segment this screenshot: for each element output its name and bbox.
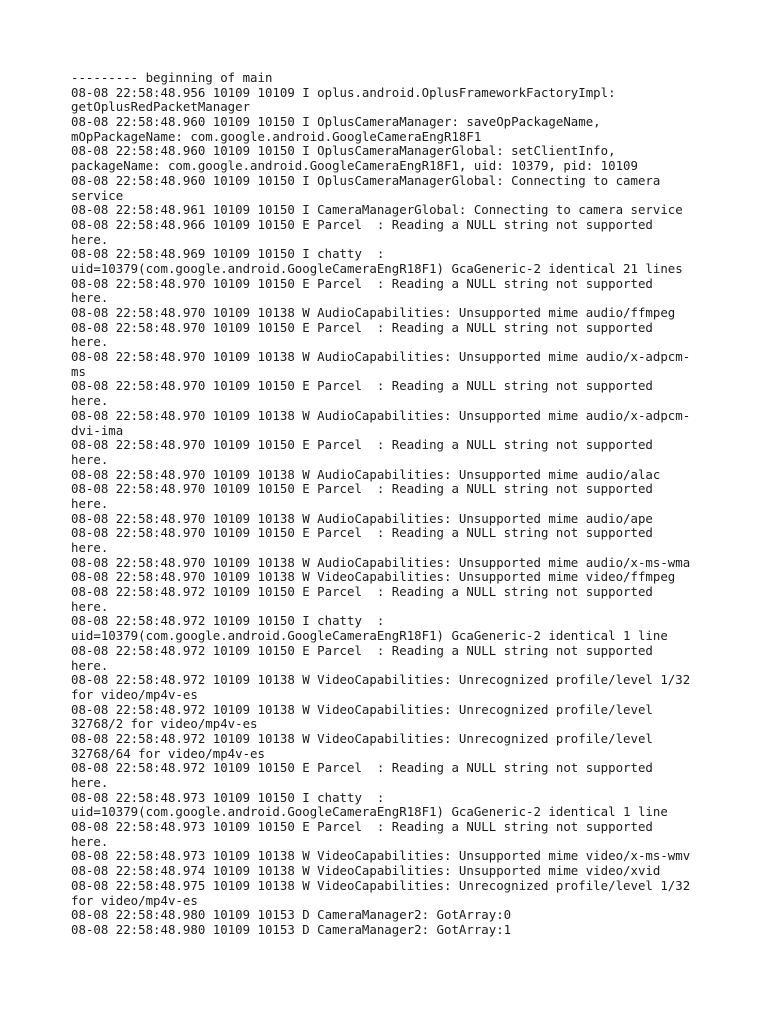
log-line: dvi-ima [71,422,124,438]
log-line: here. [71,495,109,511]
log-line: 08-08 22:58:48.975 10109 10138 W VideoCapabilities: Unrecognized profile/level 1/32 [71,877,691,893]
log-line: --------- beginning of main [71,70,273,85]
log-line: 08-08 22:58:48.970 10109 10138 W AudioCapabilities: Unsupported mime audio/alac [71,466,661,482]
log-line: 08-08 22:58:48.970 10109 10138 W AudioCapabilities: Unsupported mime audio/x-adpcm- [71,349,691,365]
log-line: 08-08 22:58:48.972 10109 10150 I chatty : [71,613,385,629]
log-line: here. [71,775,109,790]
log-line: 08-08 22:58:48.960 10109 10150 I OplusCameraManagerGlobal: Connecting to camera [71,172,661,188]
log-line: here. [71,540,109,555]
log-line: 08-08 22:58:48.973 10109 10150 I chatty : [71,789,385,805]
log-line: 08-08 22:58:48.973 10109 10138 W VideoCapabilities: Unsupported mime video/x-ms-wmv [71,848,691,864]
log-line: 08-08 22:58:48.972 10109 10150 E Parcel : Reading a NULL string not supported [71,584,653,600]
log-line: getOplusRedPacketManager [71,99,251,115]
log-line: 08-08 22:58:48.970 10109 10150 E Parcel : Reading a NULL string not supported [71,481,653,497]
log-line: 08-08 22:58:48.970 10109 10150 E Parcel : Reading a NULL string not supported [71,525,653,541]
log-line: 08-08 22:58:48.972 10109 10150 E Parcel : Reading a NULL string not supported [71,642,653,658]
log-line: for video/mp4v-es [71,892,198,908]
log-line: 08-08 22:58:48.972 10109 10138 W VideoCapabilities: Unrecognized profile/level 1/32 [71,672,691,688]
log-line: 08-08 22:58:48.970 10109 10150 E Parcel : Reading a NULL string not supported [71,378,653,394]
log-line: 08-08 22:58:48.970 10109 10150 E Parcel : Reading a NULL string not supported [71,437,653,453]
log-line: 08-08 22:58:48.961 10109 10150 I CameraManagerGlobal: Connecting to camera service [71,202,683,218]
log-line: 08-08 22:58:48.970 10109 10138 W AudioCapabilities: Unsupported mime audio/x-adpcm- [71,407,691,423]
log-line: 08-08 22:58:48.970 10109 10150 E Parcel : Reading a NULL string not supported [71,275,653,291]
log-line: 08-08 22:58:48.970 10109 10138 W AudioCapabilities: Unsupported mime audio/x-ms-wma [71,554,691,570]
log-line: uid=10379(com.google.android.GoogleCameraEngR18F1) GcaGeneric-2 identical 1 line [71,804,668,820]
log-line: 08-08 22:58:48.956 10109 10109 I oplus.android.OplusFrameworkFactoryImpl: [71,84,616,100]
log-line: 32768/2 for video/mp4v-es [71,716,258,732]
logcat-text [71,71,711,938]
log-line: here. [71,393,109,409]
log-line: 08-08 22:58:48.974 10109 10138 W VideoCapabilities: Unsupported mime video/xvid [71,863,661,879]
log-line: 08-08 22:58:48.972 10109 10138 W VideoCapabilities: Unrecognized profile/level [71,730,653,746]
log-line: for video/mp4v-es [71,686,198,702]
log-line: 08-08 22:58:48.969 10109 10150 I chatty : [71,246,385,262]
log-line: 08-08 22:58:48.970 10109 10138 W AudioCapabilities: Unsupported mime audio/ape [71,510,653,526]
log-line: 08-08 22:58:48.970 10109 10138 W AudioCapabilities: Unsupported mime audio/ffmpeg [71,305,676,320]
log-line: 08-08 22:58:48.970 10109 10150 E Parcel : Reading a NULL string not supported [71,319,653,335]
log-line: uid=10379(com.google.android.GoogleCameraEngR18F1) GcaGeneric-2 identical 1 line [71,628,668,644]
log-line: 08-08 22:58:48.970 10109 10138 W VideoCapabilities: Unsupported mime video/ffmpeg [71,569,676,585]
log-line: 08-08 22:58:48.966 10109 10150 E Parcel : Reading a NULL string not supported [71,216,653,232]
log-line: here. [71,833,109,849]
log-line: here. [71,290,109,306]
log-line: 32768/64 for video/mp4v-es [71,745,265,761]
log-line: uid=10379(com.google.android.GoogleCameraEngR18F1) GcaGeneric-2 identical 21 lines [71,260,683,276]
log-line: 08-08 22:58:48.980 10109 10153 D CameraManager2: GotArray:1 [71,921,512,937]
log-line: here. [71,451,109,467]
log-line: 08-08 22:58:48.972 10109 10138 W VideoCapabilities: Unrecognized profile/level [71,701,653,717]
log-line: here. [71,598,109,614]
log-line: 08-08 22:58:48.972 10109 10150 E Parcel : Reading a NULL string not supported [71,760,653,776]
log-line: 08-08 22:58:48.980 10109 10153 D CameraManager2: GotArray:0 [71,907,512,923]
log-line: ms [71,363,86,379]
log-line: 08-08 22:58:48.960 10109 10150 I OplusCameraManagerGlobal: setClientInfo, [71,143,616,159]
log-line: 08-08 22:58:48.973 10109 10150 E Parcel : Reading a NULL string not supported [71,819,653,835]
log-line: packageName: com.google.android.GoogleCameraEngR18F1, uid: 10379, pid: 10109 [71,158,638,174]
log-line: here. [71,334,109,350]
log-line: here. [71,657,109,673]
log-line: 08-08 22:58:48.960 10109 10150 I OplusCameraManager: saveOpPackageName, [71,114,601,130]
log-line: service [71,187,124,203]
log-line: here. [71,231,109,247]
log-line: mOpPackageName: com.google.android.GoogleCameraEngR18F1 [71,128,482,144]
